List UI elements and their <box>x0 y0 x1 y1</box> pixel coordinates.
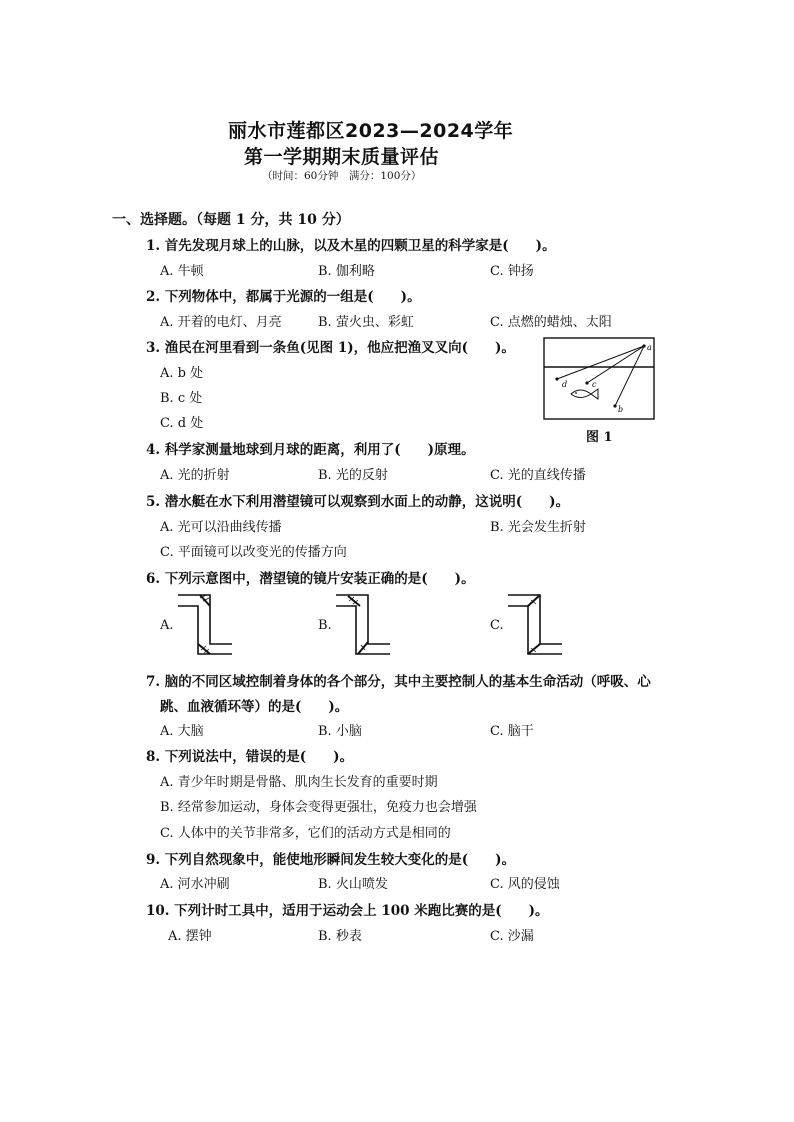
q4-option-b: B. 光的反射 <box>318 468 388 483</box>
question-3: 3. 渔民在河里看到一条鱼(见图 1)，他应把渔叉叉向( )。 <box>146 340 515 356</box>
q8-option-c: C. 人体中的关节非常多，它们的活动方式是相同的 <box>160 826 451 841</box>
q6-option-a: A. <box>160 618 174 633</box>
q1-option-b: B. 伽利略 <box>318 264 375 279</box>
fig1-label-b: b <box>618 405 624 414</box>
q1-option-a: A. 牛顿 <box>160 264 204 279</box>
q6-option-c: C. <box>490 618 504 633</box>
section-heading: 一、选择题。（每题 1 分，共 10 分） <box>112 212 350 228</box>
q8-option-a: A. 青少年时期是骨骼、肌肉生长发育的重要时期 <box>160 775 438 790</box>
q2-option-c: C. 点燃的蜡烛、太阳 <box>490 315 612 330</box>
q2-option-a: A. 开着的电灯、月亮 <box>160 315 282 330</box>
q9-option-b: B. 火山喷发 <box>318 877 388 892</box>
q10-option-b: B. 秒表 <box>318 929 362 944</box>
q5-option-a: A. 光可以沿曲线传播 <box>160 520 282 535</box>
q5-option-c: C. 平面镜可以改变光的传播方向 <box>160 545 347 560</box>
periscope-diagram-b <box>334 592 392 658</box>
q5-option-b: B. 光会发生折射 <box>490 520 586 535</box>
q4-option-a: A. 光的折射 <box>160 468 230 483</box>
q7-option-c: C. 脑干 <box>490 724 534 739</box>
exam-subtitle: （时间：60分钟 满分：100分） <box>262 170 422 182</box>
exam-title-line1: 丽水市莲都区2023—2024学年 <box>228 120 514 142</box>
q10-option-c: C. 沙漏 <box>490 929 534 944</box>
fig1-label-a: a <box>647 343 652 352</box>
figure-1-fish-diagram <box>543 337 655 420</box>
q3-option-b: B. c 处 <box>160 391 203 406</box>
q8-option-b: B. 经常参加运动，身体会变得更强壮，免疫力也会增强 <box>160 800 477 815</box>
q9-option-a: A. 河水冲刷 <box>160 877 230 892</box>
q1-option-c: C. 钟扬 <box>490 264 534 279</box>
q7-option-a: A. 大脑 <box>160 724 204 739</box>
q6-option-b: B. <box>318 618 332 633</box>
question-4: 4. 科学家测量地球到月球的距离，利用了( )原理。 <box>146 442 475 458</box>
fig1-label-d: d <box>562 380 568 389</box>
periscope-diagram-a <box>176 592 234 658</box>
question-10: 10. 下列计时工具中，适用于运动会上 100 米跑比赛的是( )。 <box>146 903 549 919</box>
question-2: 2. 下列物体中，都属于光源的一组是( )。 <box>146 289 421 305</box>
q3-option-a: A. b 处 <box>160 366 204 381</box>
q4-option-c: C. 光的直线传播 <box>490 468 586 483</box>
fig1-label-c: c <box>592 380 597 389</box>
question-6: 6. 下列示意图中，潜望镜的镜片安装正确的是( )。 <box>146 571 475 587</box>
question-5: 5. 潜水艇在水下利用潜望镜可以观察到水面上的动静，这说明( )。 <box>146 494 570 510</box>
question-1: 1. 首先发现月球上的山脉，以及木星的四颗卫星的科学家是( )。 <box>146 238 556 254</box>
q2-option-b: B. 萤火虫、彩虹 <box>318 315 414 330</box>
question-9: 9. 下列自然现象中，能使地形瞬间发生较大变化的是( )。 <box>146 852 516 868</box>
exam-title-line2: 第一学期期末质量评估 <box>244 146 440 168</box>
q7-option-b: B. 小脑 <box>318 724 362 739</box>
q10-option-a: A. 摆钟 <box>168 929 212 944</box>
q9-option-c: C. 风的侵蚀 <box>490 877 560 892</box>
figure-1-caption: 图 1 <box>586 430 613 445</box>
q3-option-c: C. d 处 <box>160 416 204 431</box>
periscope-diagram-c <box>506 592 564 658</box>
question-7: 7. 脑的不同区域控制着身体的各个部分，其中主要控制人的基本生命活动（呼吸、心 <box>146 674 651 690</box>
question-7-continued: 跳、血液循环等）的是( )。 <box>160 699 349 715</box>
question-8: 8. 下列说法中，错误的是( )。 <box>146 749 354 765</box>
